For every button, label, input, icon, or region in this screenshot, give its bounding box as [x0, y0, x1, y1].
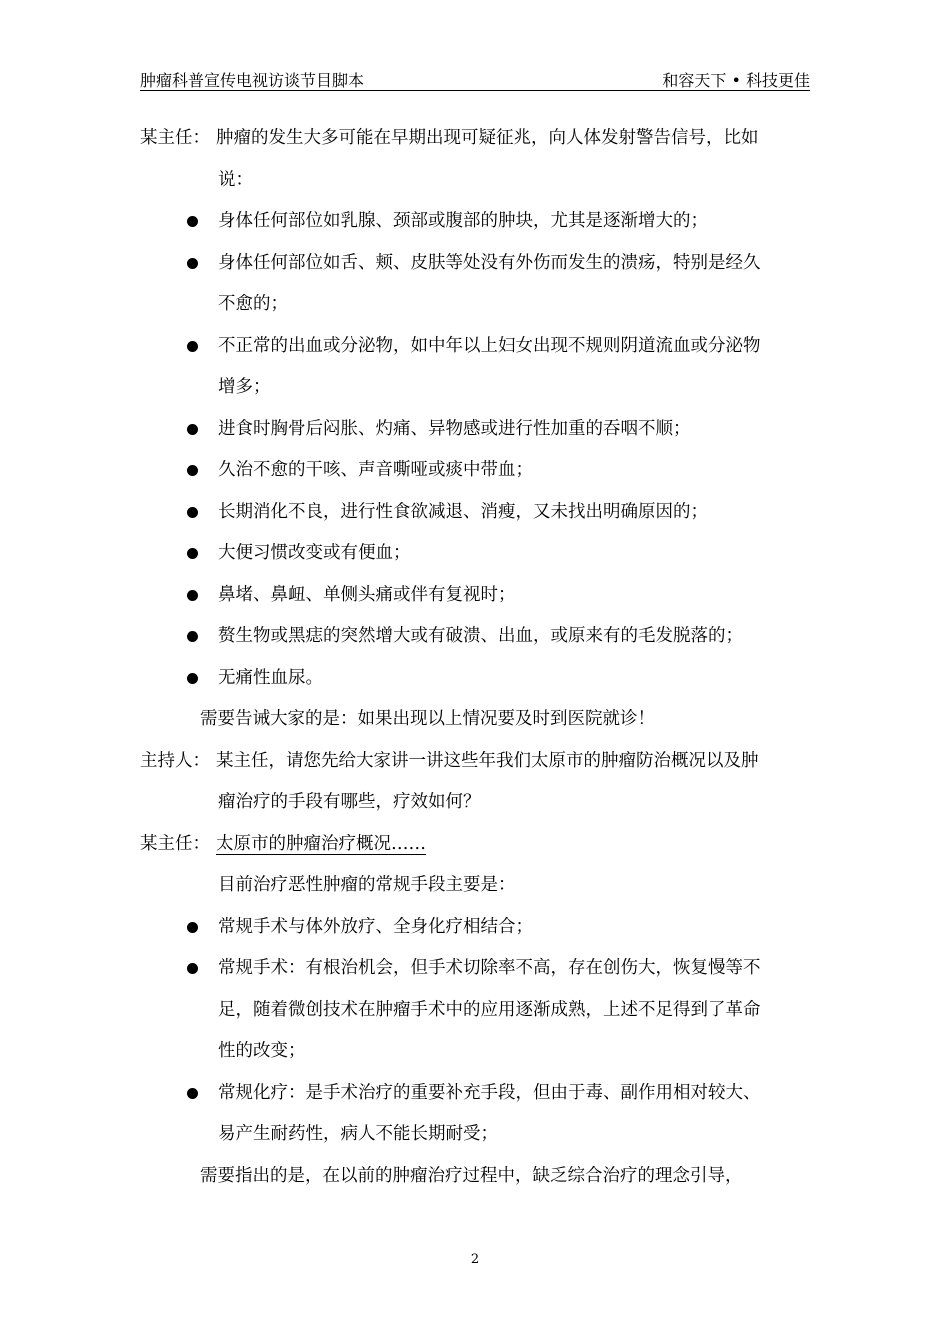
bullet-icon — [187, 963, 198, 974]
underlined-text: 太原市的肿瘤治疗概况…… — [216, 833, 426, 854]
list-item: 无痛性血尿。 — [140, 658, 812, 700]
list-item: 久治不愈的干咳、声音嘶哑或痰中带血； — [140, 450, 812, 492]
list-item: 长期消化不良，进行性食欲减退、消瘦，又未找出明确原因的； — [140, 492, 812, 534]
list-item: 进食时胸骨后闷胀、灼痛、异物感或进行性加重的吞咽不顺； — [140, 409, 812, 451]
speaker-label: 主持人： — [140, 750, 210, 771]
list-item: 大便习惯改变或有便血； — [140, 533, 812, 575]
speaker-label: 某主任： — [140, 128, 210, 148]
paragraph-line — [140, 824, 812, 866]
bullet-icon — [187, 673, 198, 684]
paragraph-text: 某主任，请您先给大家讲一讲这些年我们太原市的肿瘤防治概况以及肿 — [216, 750, 759, 771]
header-title: 肿瘤科普宣传电视访谈节目脚本 — [140, 71, 365, 90]
list-item-continuation: 不愈的； — [218, 294, 288, 314]
paragraph-line — [140, 741, 812, 783]
list-item: 常规手术：有根治机会，但手术切除率不高，存在创伤大，恢复慢等不 — [140, 948, 812, 990]
list-item: 常规化疗：是手术治疗的重要补充手段，但由于毒、副作用相对较大、 — [140, 1073, 812, 1115]
bullet-icon — [187, 258, 198, 269]
paragraph-line — [140, 118, 812, 160]
page-number: 2 — [470, 1252, 480, 1267]
list-item-continuation: 足，随着微创技术在肿瘤手术中的应用逐渐成熟，上述不足得到了革命 — [218, 999, 761, 1020]
paragraph-line: 需要指出的是，在以前的肿瘤治疗过程中，缺乏综合治疗的理念引导， — [200, 1165, 743, 1186]
document-body — [140, 118, 812, 1197]
list-item: 身体任何部位如乳腺、颈部或腹部的肿块，尤其是逐渐增大的； — [140, 201, 812, 243]
bullet-icon — [187, 590, 198, 601]
bullet-icon — [187, 216, 198, 227]
bullet-icon — [187, 465, 198, 476]
paragraph-line: 目前治疗恶性肿瘤的常规手段主要是： — [218, 875, 516, 895]
list-item-continuation: 增多； — [218, 377, 271, 397]
list-item-continuation: 性的改变； — [218, 1041, 306, 1061]
bullet-icon — [187, 631, 198, 642]
paragraph-line: 说： — [218, 169, 253, 190]
page-header — [140, 64, 810, 91]
list-item: 鼻堵、鼻衄、单侧头痛或伴有复视时； — [140, 575, 812, 617]
paragraph-line: 瘤治疗的手段有哪些，疗效如何？ — [218, 792, 481, 812]
bullet-icon — [187, 548, 198, 559]
header-slogan: 和容天下 • 科技更佳 — [662, 71, 810, 90]
list-item-continuation: 易产生耐药性，病人不能长期耐受； — [218, 1124, 498, 1144]
bullet-icon — [187, 341, 198, 352]
list-item: 不正常的出血或分泌物，如中年以上妇女出现不规则阴道流血或分泌物 — [140, 326, 812, 368]
list-item: 常规手术与体外放疗、全身化疗相结合； — [140, 907, 812, 949]
bullet-icon — [187, 922, 198, 933]
bullet-icon — [187, 1088, 198, 1099]
paragraph-text: 肿瘤的发生大多可能在早期出现可疑征兆，向人体发射警告信号，比如 — [216, 128, 759, 148]
bullet-icon — [187, 424, 198, 435]
warning-text: 需要告诫大家的是：如果出现以上情况要及时到医院就诊！ — [200, 709, 655, 729]
list-item: 赘生物或黑痣的突然增大或有破溃、出血，或原来有的毛发脱落的； — [140, 616, 812, 658]
list-item: 身体任何部位如舌、颊、皮肤等处没有外伤而发生的溃疡，特别是经久 — [140, 243, 812, 285]
bullet-icon — [187, 507, 198, 518]
speaker-label: 某主任： — [140, 833, 210, 854]
